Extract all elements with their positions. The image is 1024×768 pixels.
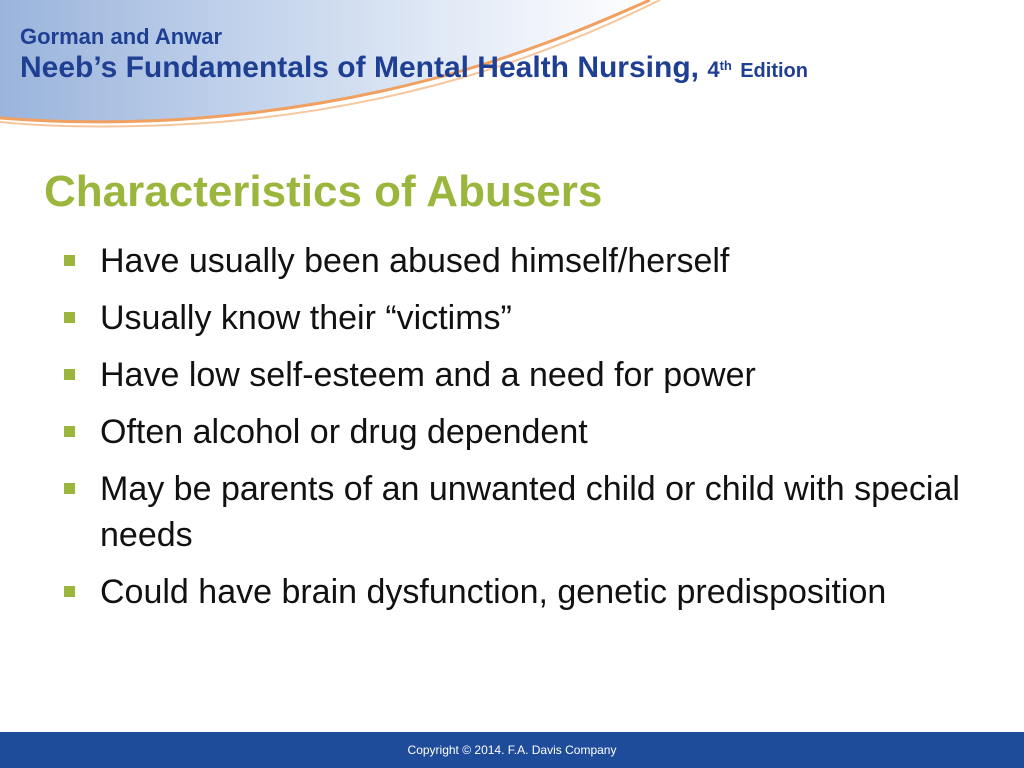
footer-bar bbox=[0, 732, 1024, 768]
header-edition-number: 4 bbox=[707, 57, 720, 82]
header-edition-suffix: th bbox=[719, 58, 732, 73]
bullet-text: Usually know their “victims” bbox=[100, 299, 512, 337]
square-bullet-icon bbox=[64, 426, 75, 437]
bullet-text: May be parents of an unwanted child or child with special needs bbox=[100, 470, 960, 554]
bullet-text: Have low self-esteem and a need for power bbox=[100, 356, 756, 394]
bullet-item bbox=[62, 569, 962, 615]
bullet-item bbox=[62, 409, 962, 455]
header bbox=[20, 24, 808, 89]
footer-copyright: Copyright © 2014. F.A. Davis Company bbox=[407, 743, 617, 757]
square-bullet-icon bbox=[64, 369, 75, 380]
bullet-item bbox=[62, 238, 962, 284]
bullet-text: Often alcohol or drug dependent bbox=[100, 413, 588, 451]
header-edition-word: Edition bbox=[740, 60, 808, 82]
slide-title: Characteristics of Abusers bbox=[44, 167, 603, 216]
header-authors: Gorman and Anwar bbox=[20, 24, 223, 49]
bullet-item bbox=[62, 295, 962, 341]
square-bullet-icon bbox=[64, 255, 75, 266]
bullet-text: Have usually been abused himself/herself bbox=[100, 242, 730, 280]
bullet-item bbox=[62, 466, 962, 558]
bullet-text: Could have brain dysfunction, genetic predisposition bbox=[100, 573, 887, 611]
bullet-list bbox=[62, 238, 962, 626]
square-bullet-icon bbox=[64, 586, 75, 597]
header-book-title: Neeb’s Fundamentals of Mental Health Nursing, bbox=[20, 51, 699, 84]
square-bullet-icon bbox=[64, 312, 75, 323]
header-book-title-line bbox=[20, 50, 808, 89]
bullet-item bbox=[62, 352, 962, 398]
square-bullet-icon bbox=[64, 483, 75, 494]
